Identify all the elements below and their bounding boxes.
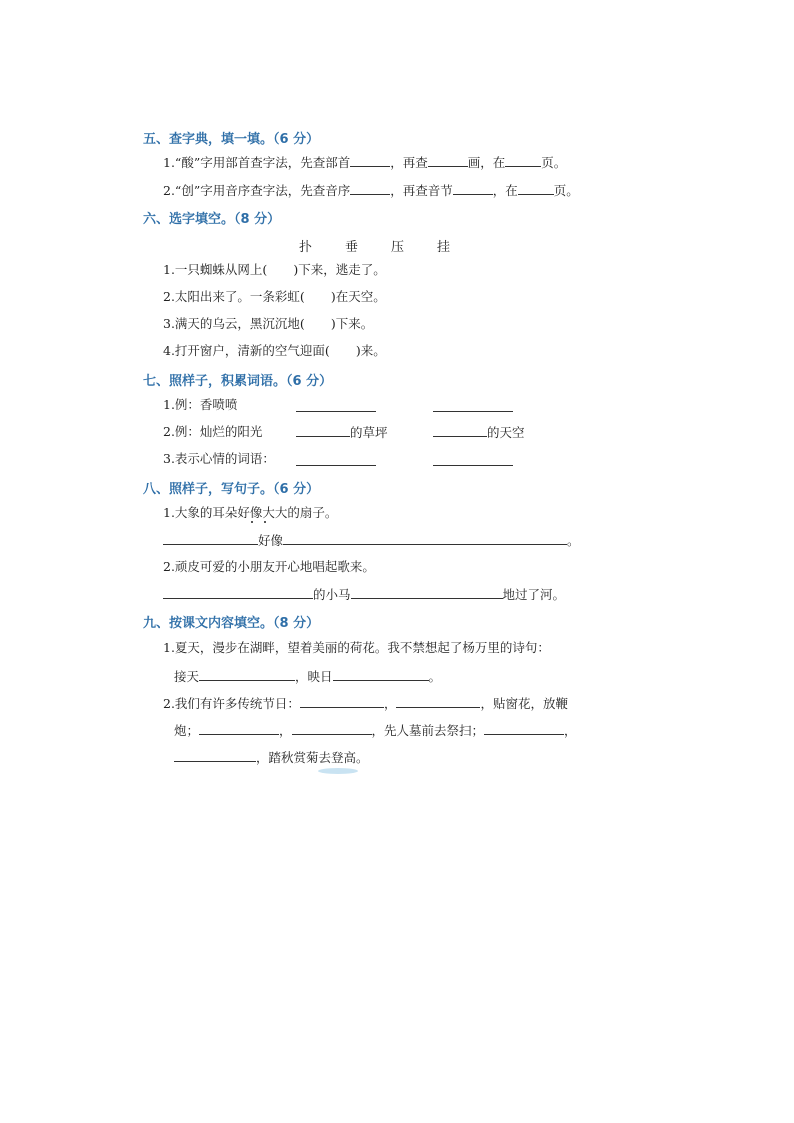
s5-q2 [163, 182, 579, 199]
s8-q2-blank-2[interactable] [351, 586, 503, 599]
s7-q2-blank-1[interactable] [296, 424, 350, 437]
s5-q2-text-c: ，在 [492, 183, 518, 198]
s7-q3-blank-1[interactable] [296, 453, 376, 466]
s8-q2-text-a: 的小马 [313, 587, 351, 602]
section-6-title: 六、选字填空。（8 分） [143, 212, 281, 227]
s9-q2-text-e: ， [279, 723, 292, 738]
s6-q3-text-a: 3.满天的乌云，黑沉沉地( [163, 316, 305, 331]
s7-q1: 1.例：香喷喷 [163, 397, 238, 412]
s9-q2-line3 [174, 749, 369, 766]
s6-q4-text-a: 4.打开窗户，清新的空气迎面( [163, 343, 330, 358]
s5-q2-text-a: 2.“创”字用音序查字法，先查音序 [163, 183, 351, 198]
s9-q2-blank-4[interactable] [292, 722, 372, 735]
s9-q2-text-d: 炮； [174, 723, 200, 738]
s5-q1-text-b: ，再查 [390, 155, 428, 170]
s5-q2-blank-1[interactable] [350, 182, 390, 195]
s8-q1-blank-2[interactable] [283, 532, 567, 545]
s5-q2-text-b: ，再查音节 [390, 183, 453, 198]
s9-q1-text-b: ，映日 [295, 669, 333, 684]
s7-q3: 3.表示心情的词语： [163, 451, 275, 466]
s9-q2-text-h: ，踏秋赏菊去登高。 [256, 750, 369, 765]
section-8-title: 八、照样子，写句子。（6 分） [143, 482, 320, 497]
s8-q1-text-a: 好像 [258, 533, 284, 548]
section-9-title: 九、按课文内容填空。（8 分） [143, 616, 320, 631]
s6-char-3: 压 [391, 240, 405, 255]
s5-q2-blank-3[interactable] [518, 182, 554, 195]
s6-q2 [163, 289, 386, 305]
s6-q2-text-b: )在天空。 [330, 289, 386, 304]
emphasis-dot [264, 521, 266, 523]
emphasis-dot [251, 521, 253, 523]
s8-q2-text-b: 地过了河。 [502, 587, 566, 602]
s7-q1-blank-2[interactable] [433, 399, 513, 412]
s6-q3-text-b: )下来。 [330, 316, 374, 331]
s9-q2-blank-3[interactable] [199, 722, 279, 735]
s9-q1-blank-1[interactable] [199, 668, 295, 681]
section-7-title: 七、照样子，积累词语。（6 分） [143, 374, 333, 389]
s8-q2-blank-1[interactable] [163, 586, 313, 599]
s5-q2-blank-2[interactable] [453, 182, 493, 195]
s9-q1-text-a: 接天 [174, 669, 200, 684]
s5-q1-blank-2[interactable] [428, 154, 468, 167]
s8-q1-blank-1[interactable] [163, 532, 258, 545]
s9-q2-line1 [163, 695, 568, 712]
s8-q2-answer [163, 586, 565, 603]
s9-q2-blank-1[interactable] [300, 695, 384, 708]
s9-q2-blank-6[interactable] [174, 749, 256, 762]
s5-q1-text-a: 1.“酸”字用部首查字法，先查部首 [163, 155, 351, 170]
s6-char-2: 垂 [345, 240, 359, 255]
s6-char-4: 挂 [437, 240, 451, 255]
s9-q2-blank-2[interactable] [396, 695, 480, 708]
s9-q1-line1: 1.夏天，漫步在湖畔，望着美丽的荷花。我不禁想起了杨万里的诗句： [163, 640, 550, 655]
s6-q1-text-b: )下来，逃走了。 [293, 262, 386, 277]
s8-q1-answer [163, 532, 580, 549]
s6-q2-text-a: 2.太阳出来了。一条彩虹( [163, 289, 305, 304]
s6-q4 [163, 343, 386, 359]
s6-q3 [163, 316, 373, 332]
s7-q2-blank-2[interactable] [433, 424, 487, 437]
s6-q1-text-a: 1.一只蜘蛛从网上( [163, 262, 268, 277]
s8-q1-text-b: 。 [567, 533, 580, 548]
s7-q2-part-b [296, 424, 388, 441]
s7-q3-blank-2[interactable] [433, 453, 513, 466]
scan-smudge [318, 768, 358, 774]
s5-q1-blank-1[interactable] [350, 154, 390, 167]
s6-char-1: 扑 [299, 240, 313, 255]
s8-q2: 2.顽皮可爱的小朋友开心地唱起歌来。 [163, 559, 375, 574]
s7-q2-text-c: 的天空 [487, 425, 525, 440]
s5-q1 [163, 154, 566, 171]
s6-q4-text-b: )来。 [355, 343, 386, 358]
s7-q1-blank-1[interactable] [296, 399, 376, 412]
s7-q2-text-b: 的草坪 [350, 425, 388, 440]
s5-q2-text-d: 页。 [553, 183, 579, 198]
s6-q1 [163, 262, 386, 278]
s5-q1-text-c: 画，在 [467, 155, 506, 170]
s9-q2-blank-5[interactable] [484, 722, 564, 735]
s9-q2-text-g: ， [564, 723, 577, 738]
s9-q2-line2 [174, 722, 577, 739]
s9-q2-text-b: ， [383, 696, 397, 711]
s5-q1-text-d: 页。 [541, 155, 567, 170]
s9-q2-text-a: 2.我们有许多传统节日： [163, 696, 300, 711]
s9-q1-text-c: 。 [428, 669, 442, 684]
s8-q1: 1.大象的耳朵好像大大的扇子。 [163, 505, 338, 520]
s9-q2-text-c: ，贴窗花，放鞭 [480, 696, 568, 711]
s9-q2-text-f: ，先人墓前去祭扫； [371, 723, 485, 738]
section-5-title: 五、查字典，填一填。（6 分） [143, 132, 320, 147]
s9-q1-line2 [174, 668, 441, 685]
s5-q1-blank-3[interactable] [505, 154, 541, 167]
s9-q1-blank-2[interactable] [333, 668, 429, 681]
s7-q2-part-c [433, 424, 525, 441]
s7-q2-prefix: 2.例：灿烂的阳光 [163, 424, 263, 439]
